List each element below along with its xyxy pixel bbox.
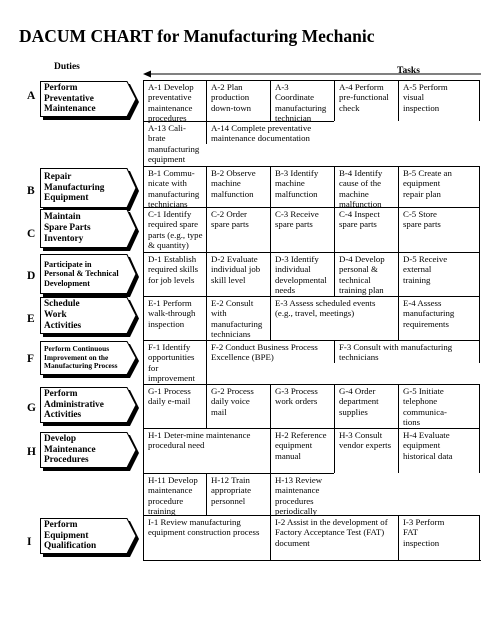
grid-bottom-border <box>143 560 481 561</box>
duty-label: Repair Manufacturing Equipment <box>44 171 105 204</box>
duty-letter: I <box>27 536 32 548</box>
duty-label: Perform Preventative Maintenance <box>44 82 96 115</box>
task-cell-c2: C-2 Order spare parts <box>206 207 270 252</box>
task-cell-h1: H-1 Deter-mine maintenance procedural need <box>143 428 270 473</box>
page-title: DACUM CHART for Manufacturing Mechanic <box>19 26 375 46</box>
task-cell-g4: G-4 Order department supplies <box>334 384 398 428</box>
task-cell-c5: C-5 Store spare parts <box>398 207 480 252</box>
task-cell-e3: E-3 Assess scheduled events (e.g., travel, meetings) <box>270 296 398 340</box>
duty-letter: A <box>27 90 36 102</box>
task-cell-g2: G-2 Process daily voice mail <box>206 384 270 428</box>
task-cell-d2: D-2 Evaluate individual job skill level <box>206 252 270 296</box>
task-cell-b4: B-4 Identify cause of the machine malfunction <box>334 166 398 207</box>
task-cell-f2: F-2 Conduct Business Process Excellence (BPE) <box>206 340 334 384</box>
duty-label: Perform Administrative Activities <box>44 388 104 421</box>
task-cell-a4: A-4 Perform pre-functional check <box>334 80 398 121</box>
task-cell-c1: C-1 Identify required spare parts (e.g., type & quantity) <box>143 207 206 252</box>
task-cell-d3: D-3 Identify individual developmental needs <box>270 252 334 296</box>
task-cell-d1: D-1 Establish required skills for job levels <box>143 252 206 296</box>
duty-letter: E <box>27 313 35 325</box>
task-cell-i1: I-1 Review manufacturing equipment construction process <box>143 515 270 560</box>
duty-label: Participate in Personal & Technical Development <box>44 259 119 288</box>
task-cell-e2: E-2 Consult with manufacturing technicians <box>206 296 270 340</box>
task-cell-b5: B-5 Create an equipment repair plan <box>398 166 480 207</box>
duty-letter: F <box>27 353 35 365</box>
task-cell-e1: E-1 Perform walk-through inspection <box>143 296 206 340</box>
task-cell-b3: B-3 Identify machine malfunction <box>270 166 334 207</box>
duty-label: Maintain Spare Parts Inventory <box>44 212 91 244</box>
task-cell-h2: H-2 Reference equipment manual <box>270 428 334 473</box>
task-cell-a14: A-14 Complete preventative maintenance documentation <box>206 121 334 144</box>
task-cell-a1: A-1 Develop preventative maintenance procedures <box>143 80 206 121</box>
task-cell-h13: H-13 Review maintenance procedures periodically <box>270 473 334 515</box>
task-cell-c4: C-4 Inspect spare parts <box>334 207 398 252</box>
task-cell-a5: A-5 Perform visual inspection <box>398 80 480 121</box>
duty-label: Schedule Work Activities <box>44 299 82 331</box>
task-cell-h3: H-3 Consult vendor experts <box>334 428 398 473</box>
duty-letter: G <box>27 402 36 414</box>
task-cell-d4: D-4 Develop personal & technical training plan <box>334 252 398 296</box>
duty-label: Perform Continuous Improvement on the Manufacturing Process <box>44 344 118 371</box>
task-cell-a3: A-3 Coordinate manufacturing technician <box>270 80 334 121</box>
task-cell-b2: B-2 Observe machine malfunction <box>206 166 270 207</box>
task-cell-d5: D-5 Receive external training <box>398 252 480 296</box>
task-cell-e4: E-4 Assess manufacturing requirements <box>398 296 480 340</box>
task-cell-h11: H-11 Develop maintenance procedure training <box>143 473 206 515</box>
task-cell-i2: I-2 Assist in the development of Factory Acceptance Test (FAT) document <box>270 515 398 560</box>
duty-letter: H <box>27 446 36 458</box>
task-cell-g3: G-3 Process work orders <box>270 384 334 428</box>
duties-header: Duties <box>54 62 80 72</box>
duty-letter: C <box>27 228 36 240</box>
duty-letter: B <box>27 185 35 197</box>
task-cell-i3: I-3 Perform FAT inspection <box>398 515 480 560</box>
task-cell-b1: B-1 Commu- nicate with manufacturing technicians <box>143 166 206 207</box>
task-cell-a2: A-2 Plan production down-town <box>206 80 270 121</box>
task-cell-h12: H-12 Train appropriate personnel <box>206 473 270 515</box>
task-cell-f3: F-3 Consult with manufacturing technicians <box>334 340 480 363</box>
duty-label: Perform Equipment Qualification <box>44 519 97 552</box>
task-cell-c3: C-3 Receive spare parts <box>270 207 334 252</box>
duty-letter: D <box>27 270 36 282</box>
task-cell-h4: H-4 Evaluate equipment historical data <box>398 428 480 473</box>
task-cell-g5: G-5 Initiate telephone communica- tions <box>398 384 480 428</box>
duty-label: Develop Maintenance Procedures <box>44 433 96 466</box>
tasks-header: Tasks <box>397 66 420 76</box>
task-cell-g1: G-1 Process daily e-mail <box>143 384 206 428</box>
task-cell-f1: F-1 Identify opportunities for improvement <box>143 340 206 384</box>
task-cell-a13: A-13 Cali- brate manufacturing equipment <box>143 121 206 166</box>
